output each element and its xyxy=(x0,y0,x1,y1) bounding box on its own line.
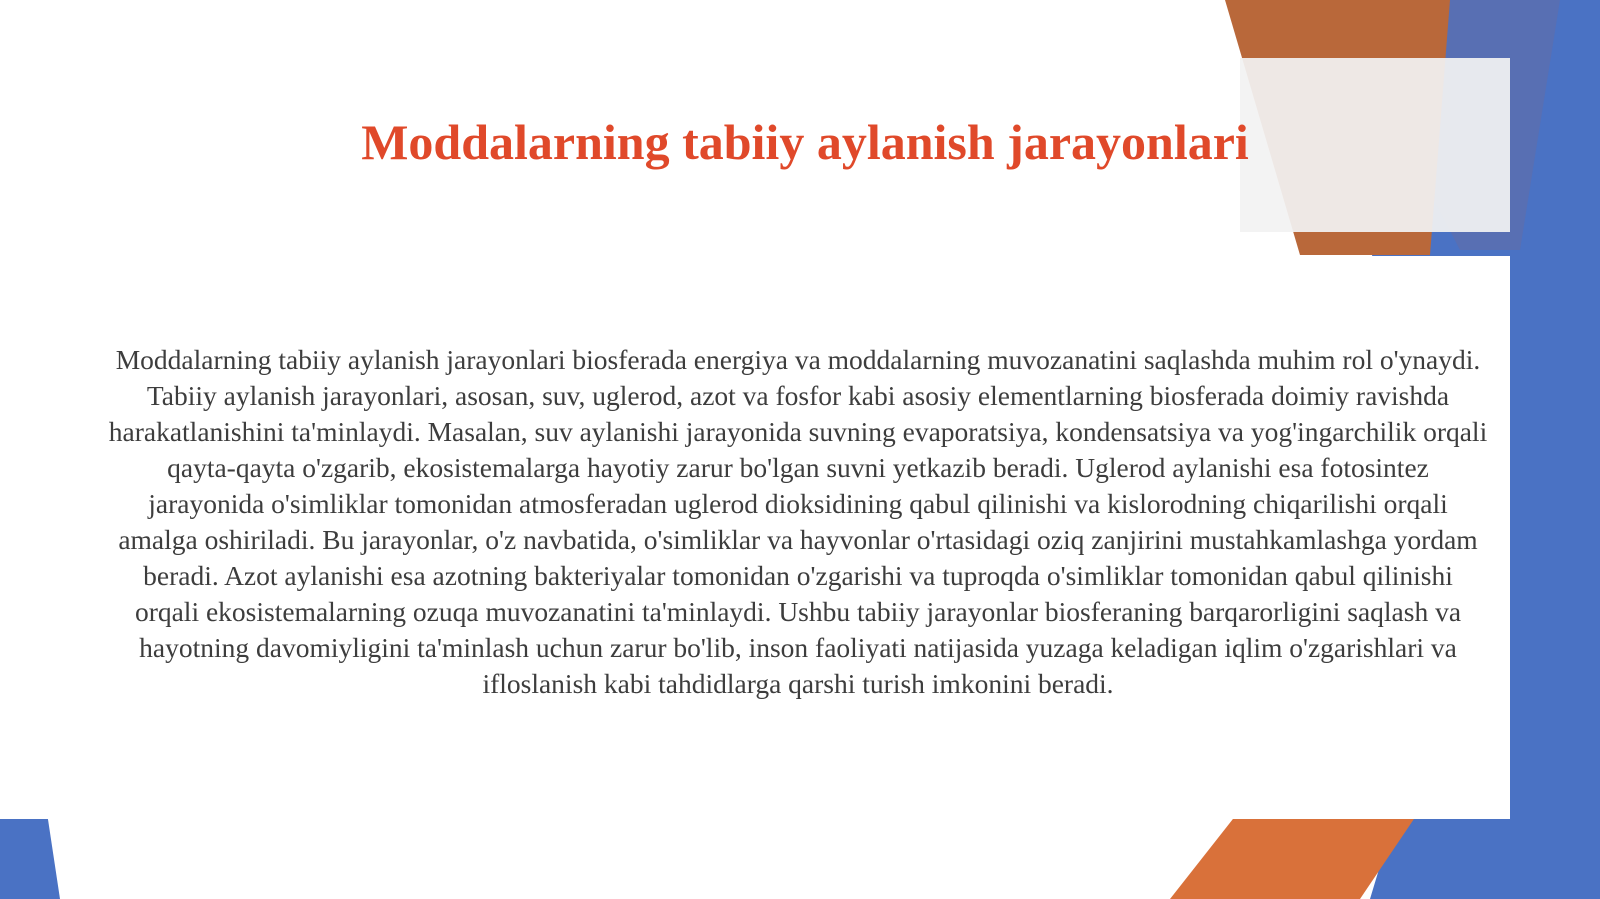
slide-body-text: Moddalarning tabiiy aylanish jarayonlari biosferada energiya va moddalarning muvozanatini saqlashda muhim rol o'ynaydi. Tabiiy aylanish jarayonlari, asosan, suv, uglerod, azot va fosfor kabi asosiy elementlarning biosferada doimiy ravishda harakatlanishini ta'minlaydi. Masalan, suv aylanishi jarayonida suvning evaporatsiya, kondensatsiya va yog'ingarchilik orqali qayta-qayta o'zgarib, ekosistemalarga hayotiy zarur bo'lgan suvni yetkazib beradi. Uglerod aylanishi esa fotosintez jarayonida o'simliklar tomonidan atmosferadan uglerod dioksidining qabul qilinishi va kislorodning chiqarilishi orqali amalga oshiriladi. Bu jarayonlar, o'z navbatida, o'simliklar va hayvonlar o'rtasidagi oziq zanjirini mustahkamlashga yordam beradi. Azot aylanishi esa azotning bakteriyalar tomonidan o'zgarishi va tuproqda o'simliklar tomonidan qabul qilinishi orqali ekosistemalarning ozuqa muvozanatini ta'minlaydi. Ushbu tabiiy jarayonlar biosferaning barqarorligini saqlash va hayotning davomiyligini ta'minlash uchun zarur bo'lib, inson faoliyati natijasida yuzaga keladigan iqlim o'zgarishlari va ifloslanish kabi tahdidlarga qarshi turish imkonini beradi. xyxy=(108,344,1488,699)
slide-title: Moddalarning tabiiy aylanish jarayonlari xyxy=(361,114,1249,170)
